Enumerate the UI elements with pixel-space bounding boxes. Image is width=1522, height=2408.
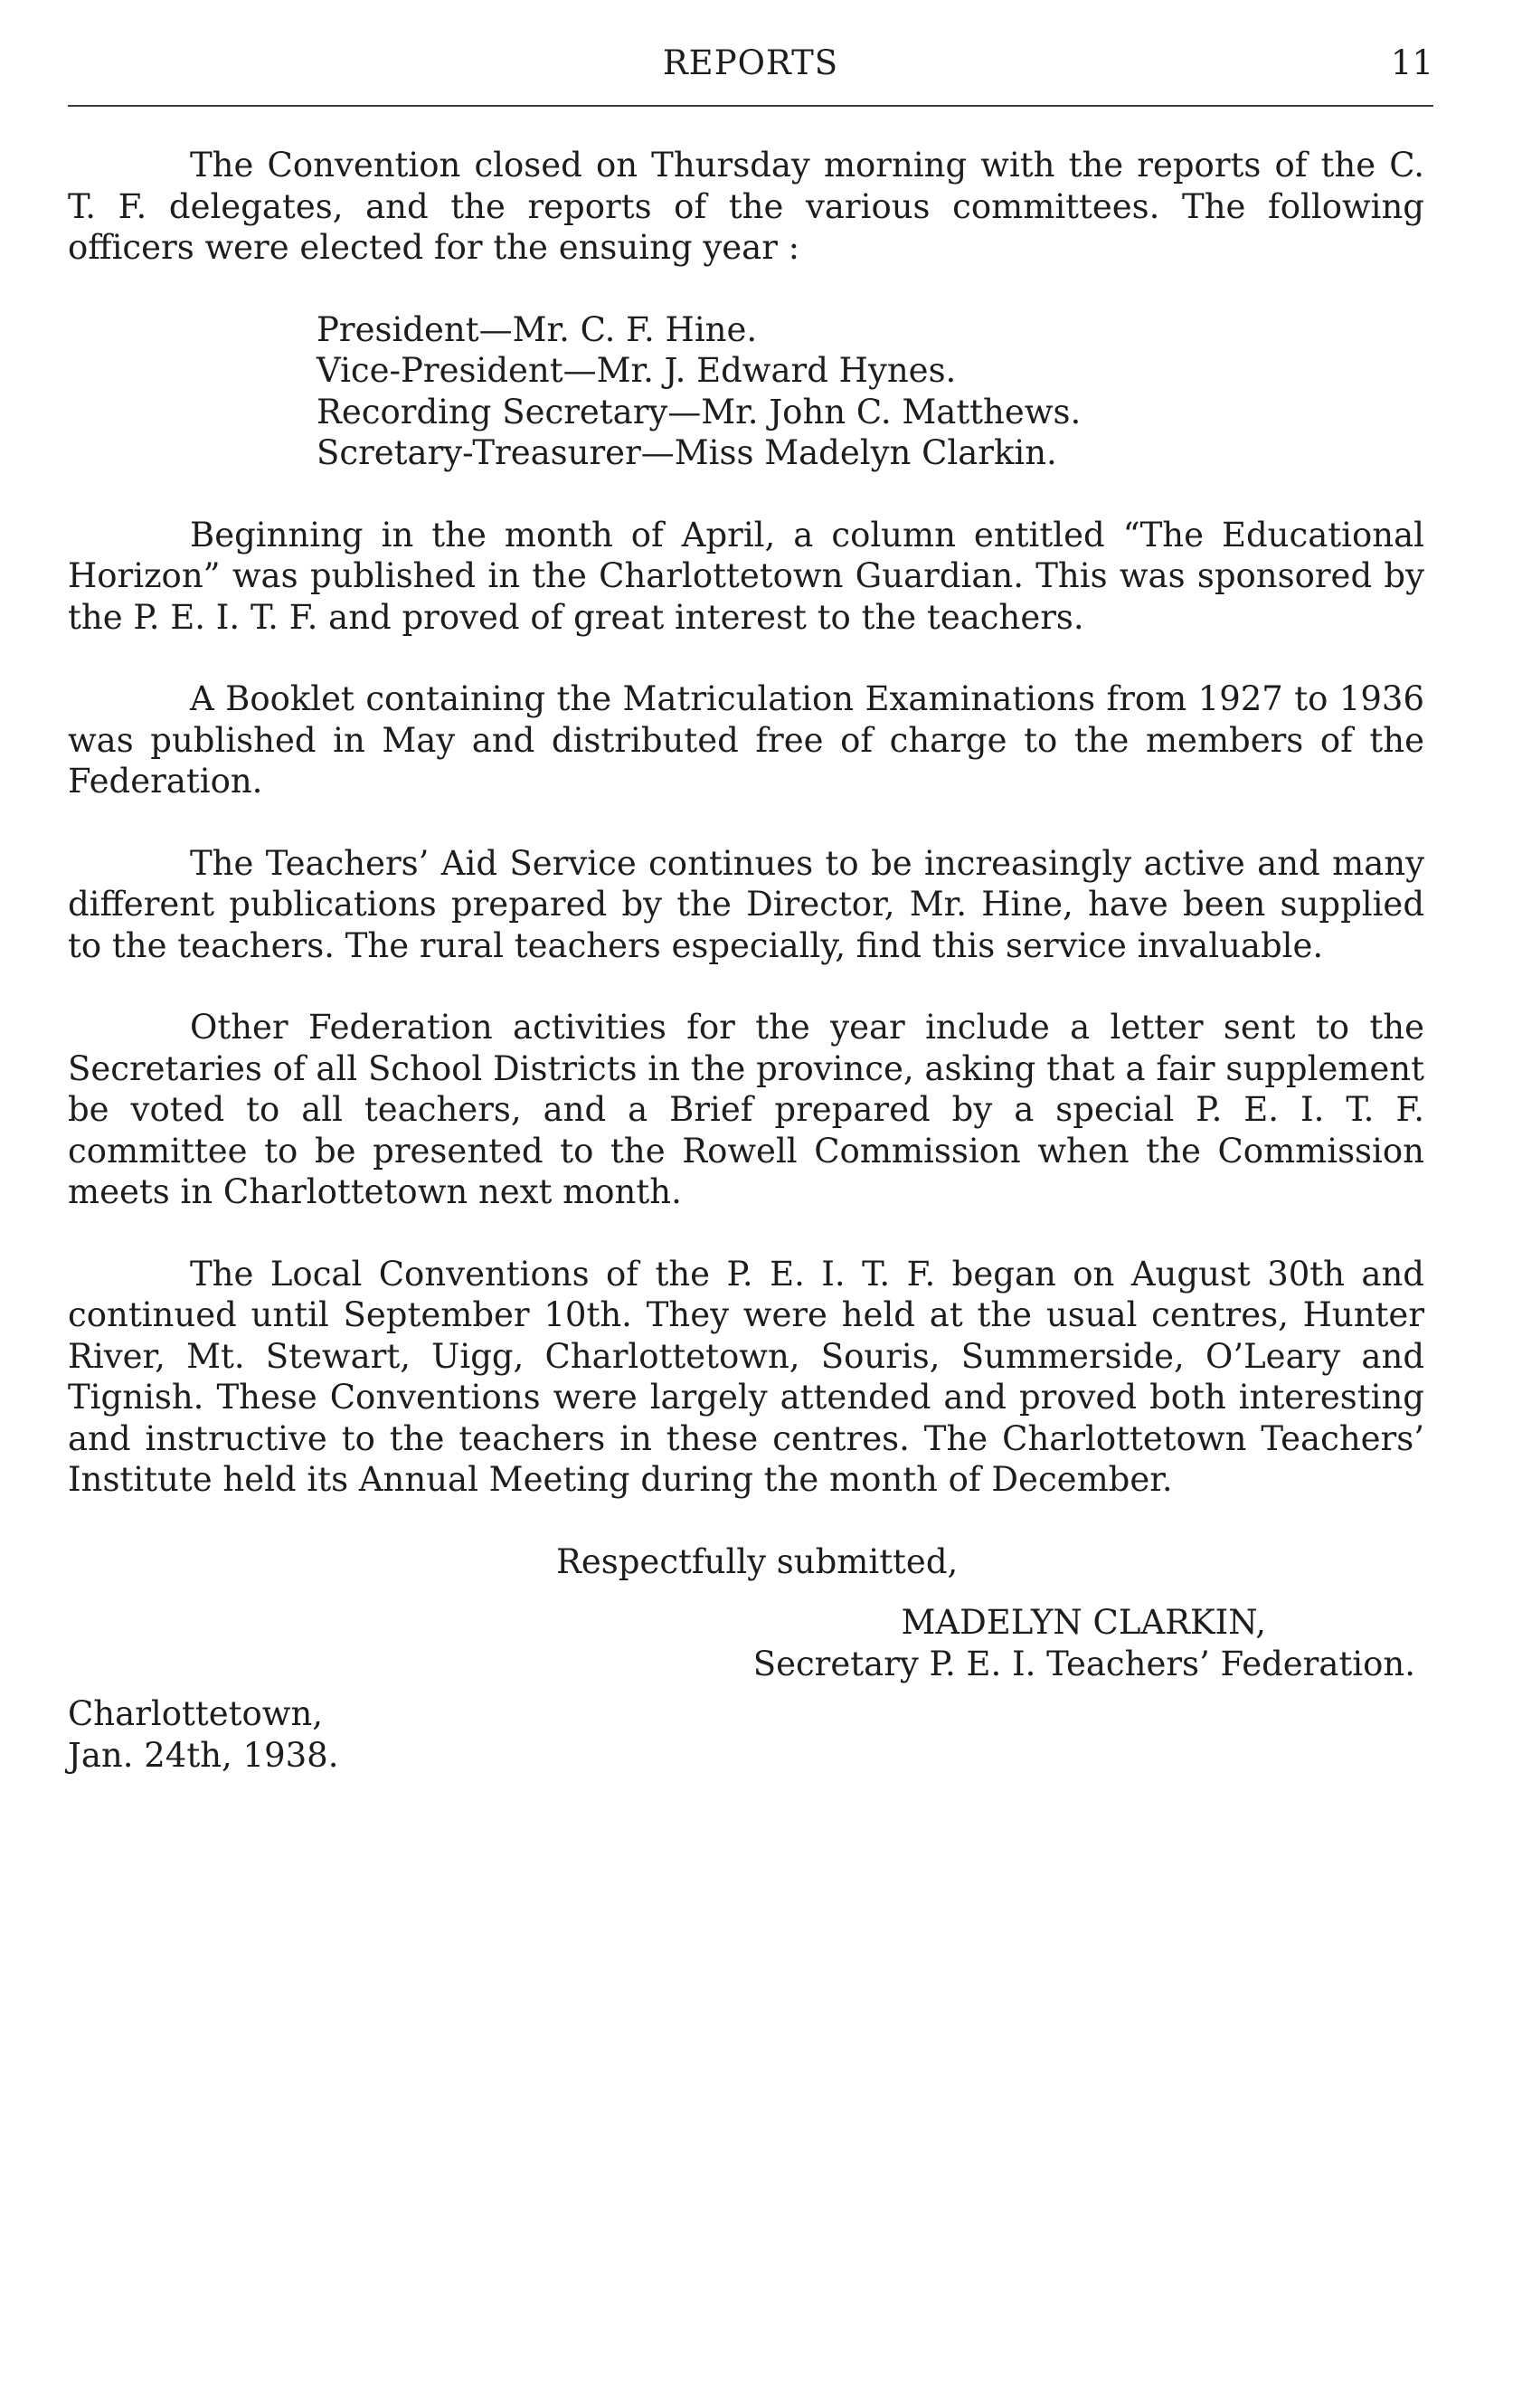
- officer-recording-secretary: Recording Secretary—Mr. John C. Matthews.: [317, 392, 1082, 431]
- header-rule: [68, 105, 1433, 107]
- running-title: REPORTS: [662, 43, 839, 82]
- officer-president: President—Mr. C. F. Hine.: [317, 309, 758, 349]
- paragraph-booklet: A Booklet containing the Matriculation Examinations from 1927 to 1936 was published in May and distributed free of charge to the members of the Federation.: [68, 679, 1424, 801]
- running-head: [68, 43, 1433, 98]
- date: Jan. 24th, 1938.: [68, 1735, 339, 1775]
- signatory-title: Secretary P. E. I. Teachers’ Federation.: [752, 1644, 1415, 1683]
- closing-line: Respectfully submitted,: [556, 1541, 959, 1581]
- officer-vice-president: Vice-President—Mr. J. Edward Hynes.: [317, 351, 957, 390]
- paragraph-teachers-aid: The Teachers’ Aid Service continues to be increasingly active and many different publications prepared by the Director, Mr. Hine, have been supplied to the teachers. The rural teachers especially, find this service invaluable.: [68, 843, 1424, 965]
- officers-list: [317, 309, 1424, 474]
- page-number: 11: [1390, 43, 1433, 82]
- paragraph-local-conventions: The Local Conventions of the P. E. I. T. F. began on August 30th and continued until September 10th. They were held at the usual centres, Hunter River, Mt. Stewart, Uigg, Charlottetown, Souris, Summerside, O’Leary and Tignish. These Conventions were largely attended and proved both interesting and instructive to the teachers in these centres. The Charlottetown Teachers’ Institute held its Annual Meeting during the month of December.: [68, 1254, 1424, 1499]
- place: Charlottetown,: [68, 1694, 324, 1733]
- signatory-name: MADELYN CLARKIN,: [901, 1603, 1266, 1642]
- paragraph-educational-horizon: Beginning in the month of April, a column entitled “The Educational Horizon” was published in the Charlottetown Guardian. This was sponsored by the P. E. I. T. F. and proved of great interest to the teachers.: [68, 515, 1424, 637]
- paragraph-convention-close: The Convention closed on Thursday morning with the reports of the C. T. F. delegates, and the reports of the various committees. The following officers were elected for the ensuing year :: [68, 146, 1424, 267]
- report-body: [68, 145, 1424, 1776]
- paragraph-federation-activities: Other Federation activities for the year include a letter sent to the Secretaries of all School Districts in the province, asking that a fair supplement be voted to all teachers, and a Brief prepared by a special P. E. I. T. F. committee to be presented to the Rowell Commission when the Commission meets in Charlottetown next month.: [68, 1008, 1424, 1211]
- place-date: [68, 1693, 1424, 1776]
- officer-secretary-treasurer: Scretary-Treasurer—Miss Madelyn Clarkin.: [317, 433, 1057, 472]
- signature-block: [68, 1602, 1424, 1684]
